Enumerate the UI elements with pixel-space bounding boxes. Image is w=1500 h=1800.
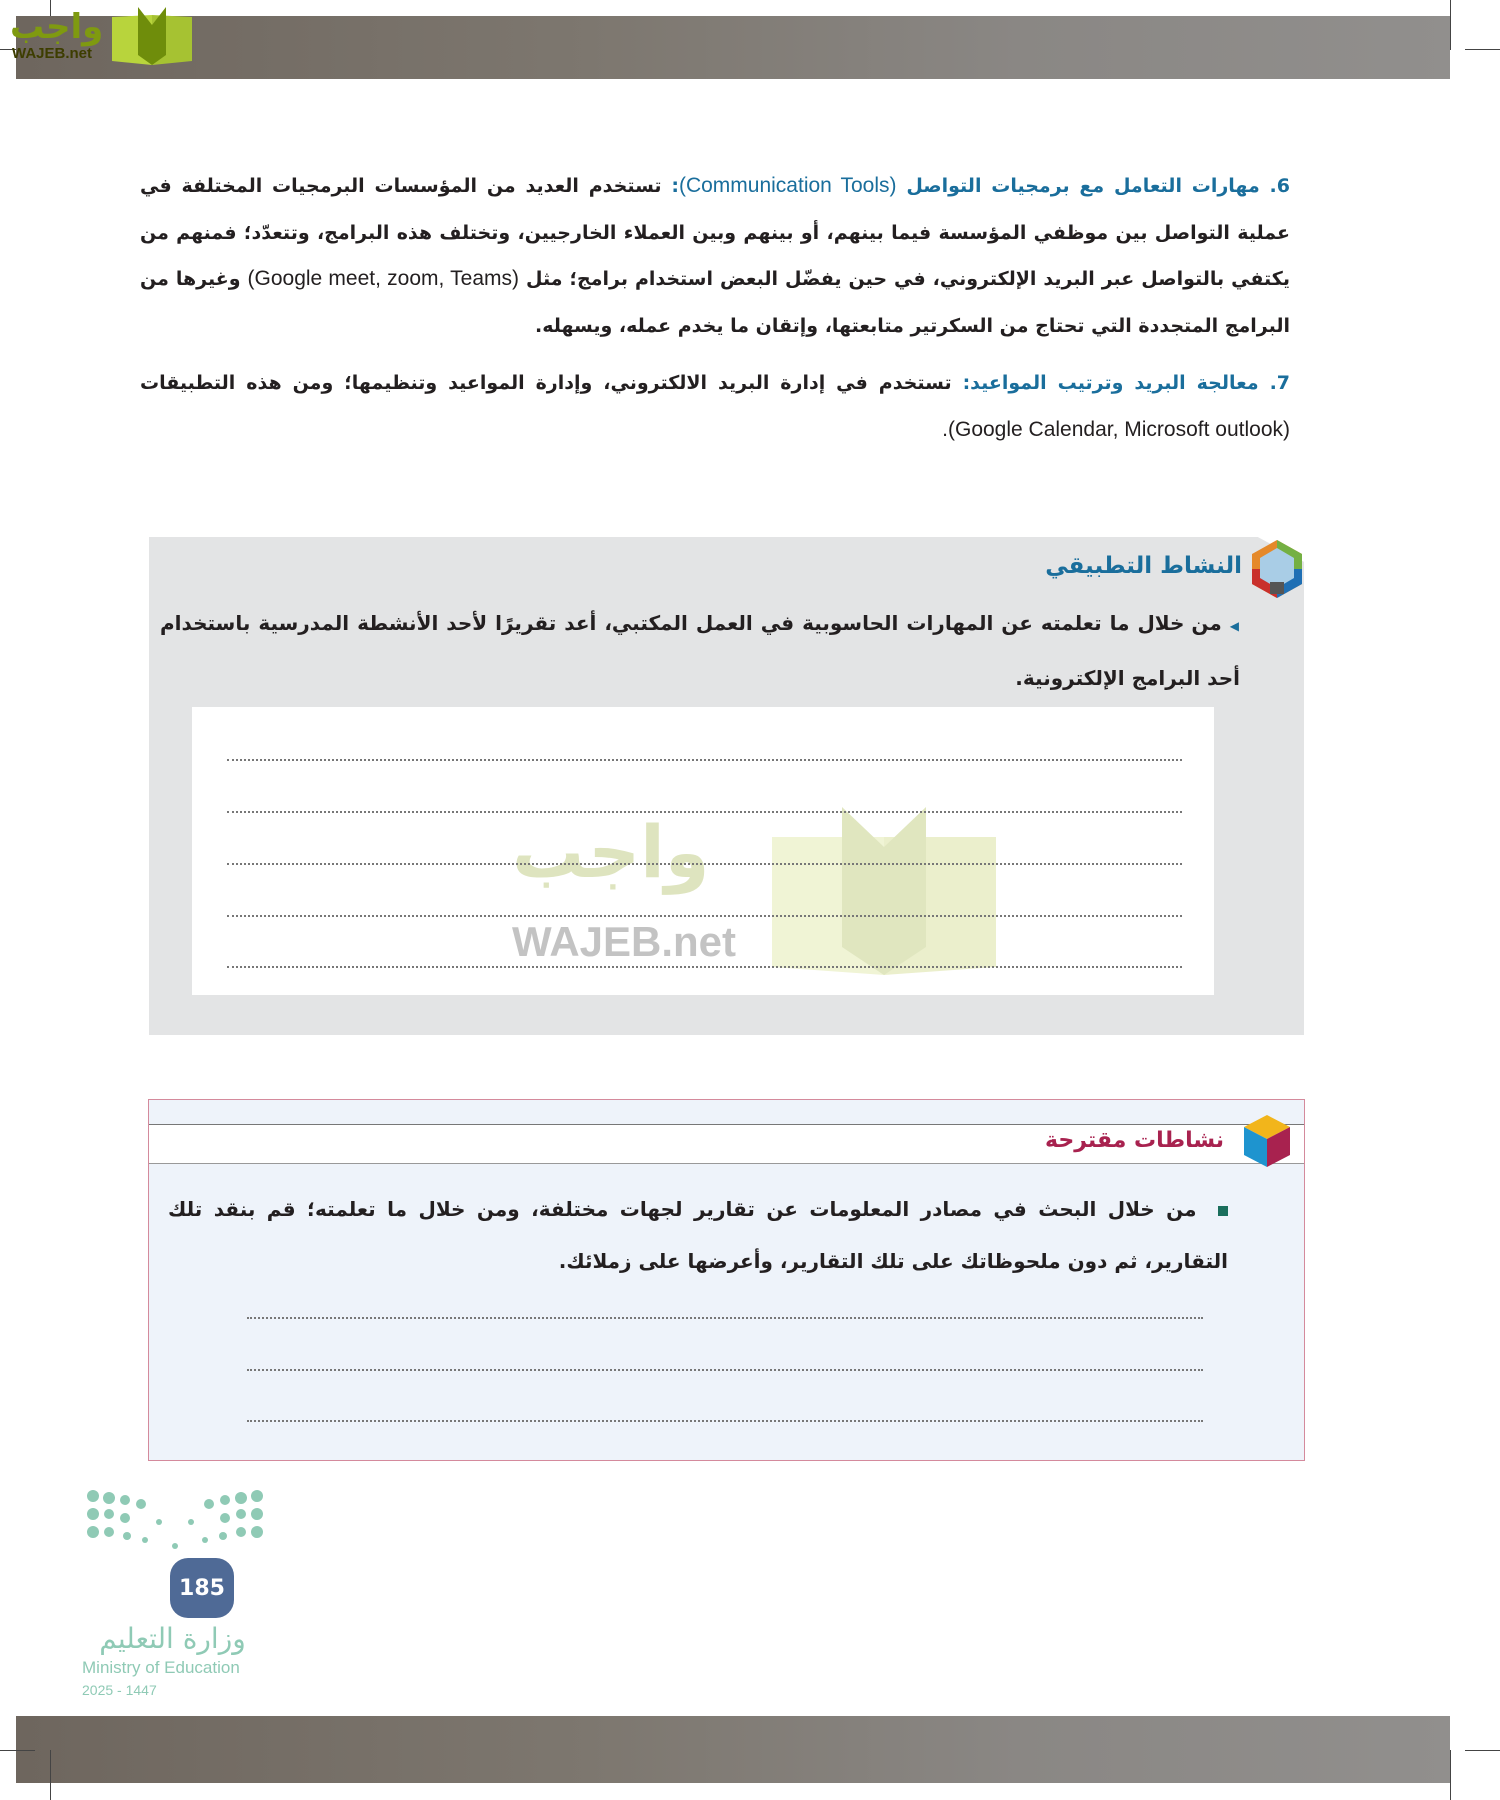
crop-mark xyxy=(1465,49,1500,50)
square-bullet-icon xyxy=(1218,1206,1228,1216)
item-body-latin: (Google meet, zoom, Teams) xyxy=(247,267,519,290)
answer-line xyxy=(227,759,1182,761)
answer-line xyxy=(227,966,1182,968)
answer-line xyxy=(247,1369,1203,1371)
ministry-dots-icon xyxy=(85,1488,265,1550)
crop-mark xyxy=(1450,1750,1451,1800)
watermark xyxy=(512,807,1032,977)
watermark-arabic: واجب xyxy=(512,810,710,894)
book-icon xyxy=(108,5,196,67)
item-body-latin: (Google Calendar, Microsoft outlook). xyxy=(942,417,1290,441)
triangle-bullet-icon: ◀ xyxy=(1229,619,1240,633)
logo-latin: WAJEB.net xyxy=(12,45,93,62)
item-title: مهارات التعامل مع برمجيات التواصل xyxy=(906,175,1260,197)
cube-icon xyxy=(1242,1113,1292,1169)
answer-line xyxy=(247,1420,1203,1422)
item-7 xyxy=(140,360,1290,453)
item-title: معالجة البريد وترتيب المواعيد xyxy=(970,372,1259,394)
crop-mark xyxy=(50,1750,51,1800)
ministry-arabic: وزارة التعليم xyxy=(99,1622,246,1655)
activity-title: النشاط التطبيقي xyxy=(1045,553,1242,579)
crop-mark xyxy=(1450,0,1451,50)
watermark-book-icon xyxy=(772,807,996,975)
footer-bar xyxy=(16,1716,1450,1783)
lightbulb-hexagon-icon xyxy=(1248,538,1306,602)
ministry-year: 2025 - 1447 xyxy=(82,1682,157,1698)
item-body-end: وغيرها من البرامج المتجددة التي تحتاج من السكرتير متابعتها، وإتقان ما يخدم عمله، ويسهله. xyxy=(140,268,1290,337)
suggested-title: نشاطات مقترحة xyxy=(1045,1128,1224,1153)
answer-line xyxy=(227,811,1182,813)
watermark-latin: WAJEB.net xyxy=(512,918,737,965)
answer-line xyxy=(227,863,1182,865)
logo-arabic: واجب xyxy=(10,7,104,47)
item-number: 7. xyxy=(1269,372,1291,394)
crop-mark xyxy=(0,1750,35,1751)
header-bar xyxy=(16,16,1450,79)
ministry-english: Ministry of Education xyxy=(82,1658,240,1677)
activity-text-body: من خلال ما تعلمته عن المهارات الحاسوبية في العمل المكتبي، أعد تقريرًا لأحد الأنشطة المدرسية باستخدام أحد البرامج الإلكترونية. xyxy=(160,611,1240,690)
crop-mark xyxy=(1465,1750,1500,1751)
page-number-badge: 185 xyxy=(170,1558,234,1618)
item-title-latin: (Communication Tools) xyxy=(678,174,897,197)
wajeb-logo xyxy=(8,5,193,67)
item-6 xyxy=(140,163,1290,349)
colon: : xyxy=(671,175,679,197)
activity-text xyxy=(160,597,1240,704)
suggested-text-body: من خلال البحث في مصادر المعلومات عن تقارير لجهات مختلفة، ومن خلال ما تعلمته؛ قم بنقد تلك التقارير، ثم دون ملحوظاتك على تلك التقارير، وأعرضها على زملائك. xyxy=(168,1197,1228,1273)
suggested-text xyxy=(168,1183,1228,1287)
item-body: تستخدم في إدارة البريد الالكتروني، وإدارة المواعيد وتنظيمها؛ ومن هذه التطبيقات xyxy=(140,372,952,394)
colon: : xyxy=(962,372,971,394)
answer-line xyxy=(247,1317,1203,1319)
answer-line xyxy=(227,915,1182,917)
answer-area[interactable] xyxy=(192,707,1214,995)
item-number: 6. xyxy=(1269,175,1290,197)
item-body: تستخدم العديد من المؤسسات البرمجيات المختلفة في عملية التواصل بين موظفي المؤسسة فيما بينهم، أو بينهم وبين العملاء الخارجيين، وتختلف هذه البرامج، وتتعدّد؛ فمنهم من يكتفي بالتواصل عبر البريد الإلكتروني، في حين يفضّل البعض استخدام برامج؛ مثل xyxy=(140,175,1290,290)
